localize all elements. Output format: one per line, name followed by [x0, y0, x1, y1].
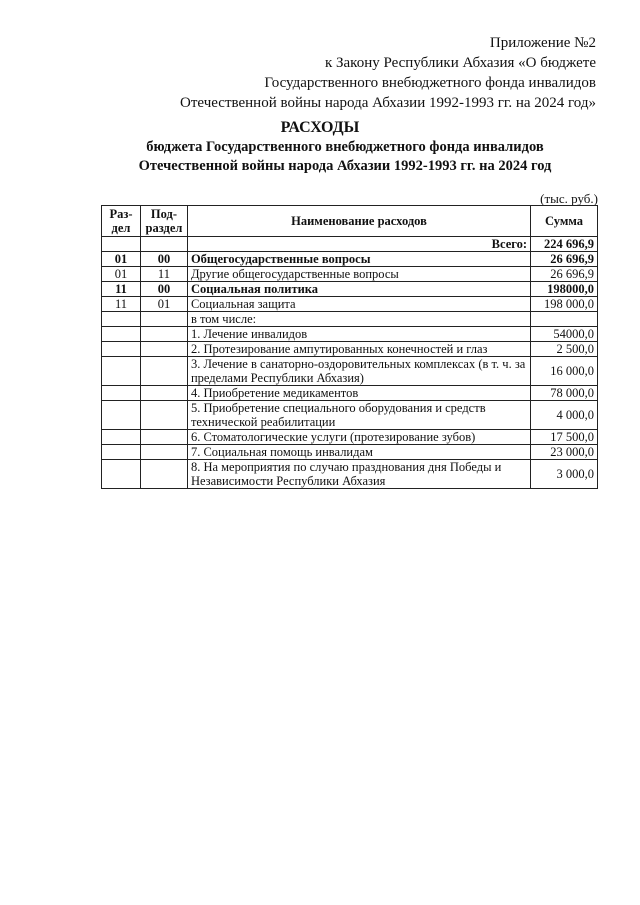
cell-name: 1. Лечение инвалидов: [187, 327, 530, 342]
cell-subsection: [140, 357, 187, 386]
cell-name: Общегосударственные вопросы: [187, 252, 530, 267]
subtitle-line: Отечественной войны народа Абхазии 1992-1993 гг. на 2024 год: [138, 158, 552, 174]
table-row: [102, 282, 598, 297]
cell-subsection: [140, 327, 187, 342]
cell-name: 2. Протезирование ампутированных конечностей и глаз: [187, 342, 530, 357]
cell-amount: [531, 312, 598, 327]
subtitle-line: бюджета Государственного внебюджетного фонда инвалидов: [146, 139, 544, 155]
cell-amount: 78 000,0: [531, 386, 598, 401]
cell-section: 01: [102, 267, 141, 282]
cell-subsection: [140, 460, 187, 489]
cell-section: [102, 401, 141, 430]
document-subtitle: [0, 138, 640, 176]
cell-subsection: [140, 312, 187, 327]
cell-amount: 4 000,0: [531, 401, 598, 430]
cell-amount: 198000,0: [531, 282, 598, 297]
cell-name: Всего:: [187, 237, 530, 252]
cell-subsection: [140, 342, 187, 357]
cell-subsection: 11: [140, 267, 187, 282]
table-header-row: [102, 206, 598, 237]
expenses-table: [101, 205, 598, 489]
cell-section: [102, 460, 141, 489]
cell-name: 5. Приобретение специального оборудования и средств технической реабилитации: [187, 401, 530, 430]
cell-amount: 54000,0: [531, 327, 598, 342]
cell-section: 11: [102, 297, 141, 312]
cell-section: [102, 312, 141, 327]
cell-section: [102, 342, 141, 357]
cell-section: 11: [102, 282, 141, 297]
header-amount: Сумма: [531, 206, 598, 237]
cell-name: Социальная политика: [187, 282, 530, 297]
table-row: [102, 401, 598, 430]
table-row: [102, 312, 598, 327]
cell-amount: 224 696,9: [531, 237, 598, 252]
table-row: [102, 237, 598, 252]
cell-name: 4. Приобретение медикаментов: [187, 386, 530, 401]
appendix-line: Приложение №2: [489, 35, 596, 51]
cell-section: [102, 386, 141, 401]
header-section: [102, 206, 141, 237]
table-row: [102, 357, 598, 386]
cell-amount: 26 696,9: [531, 267, 598, 282]
cell-subsection: [140, 445, 187, 460]
cell-amount: 26 696,9: [531, 252, 598, 267]
table-row: [102, 327, 598, 342]
cell-subsection: 00: [140, 282, 187, 297]
cell-subsection: 01: [140, 297, 187, 312]
cell-name: Другие общегосударственные вопросы: [187, 267, 530, 282]
table-row: [102, 445, 598, 460]
appendix-line: Государственного внебюджетного фонда инвалидов: [264, 75, 596, 91]
table-row: [102, 386, 598, 401]
cell-section: [102, 327, 141, 342]
cell-subsection: [140, 386, 187, 401]
table-body: [102, 237, 598, 489]
cell-name: 7. Социальная помощь инвалидам: [187, 445, 530, 460]
table-row: [102, 342, 598, 357]
header-subsection: [140, 206, 187, 237]
cell-subsection: [140, 430, 187, 445]
cell-name: 8. На мероприятия по случаю празднования дня Победы и Независимости Республики Абхазия: [187, 460, 530, 489]
unit-label: (тыс. руб.): [540, 191, 598, 206]
cell-name: в том числе:: [187, 312, 530, 327]
header-section-line2: дел: [111, 221, 131, 235]
appendix-line: Отечественной войны народа Абхазии 1992-1993 гг. на 2024 год»: [180, 95, 596, 111]
table-row: [102, 430, 598, 445]
cell-amount: 198 000,0: [531, 297, 598, 312]
table-row: [102, 297, 598, 312]
table-row: [102, 460, 598, 489]
cell-amount: 17 500,0: [531, 430, 598, 445]
cell-section: [102, 237, 141, 252]
cell-amount: 2 500,0: [531, 342, 598, 357]
appendix-header: [180, 33, 596, 113]
cell-section: [102, 430, 141, 445]
cell-name: 3. Лечение в санаторно-оздоровительных комплексах (в т. ч. за пределами Республики Абхазия): [187, 357, 530, 386]
header-name: Наименование расходов: [187, 206, 530, 237]
header-subsection-line1: Под-: [150, 207, 177, 221]
cell-amount: 16 000,0: [531, 357, 598, 386]
cell-section: [102, 445, 141, 460]
appendix-line: к Закону Республики Абхазия «О бюджете: [324, 55, 596, 71]
cell-amount: 3 000,0: [531, 460, 598, 489]
cell-subsection: [140, 401, 187, 430]
table-row: [102, 252, 598, 267]
cell-name: Социальная защита: [187, 297, 530, 312]
cell-subsection: [140, 237, 187, 252]
cell-section: [102, 357, 141, 386]
document-title: РАСХОДЫ: [280, 119, 360, 136]
header-subsection-line2: раздел: [145, 221, 183, 235]
cell-name: 6. Стоматологические услуги (протезирование зубов): [187, 430, 530, 445]
table-row: [102, 267, 598, 282]
cell-subsection: 00: [140, 252, 187, 267]
cell-section: 01: [102, 252, 141, 267]
cell-amount: 23 000,0: [531, 445, 598, 460]
header-section-line1: Раз-: [109, 207, 133, 221]
